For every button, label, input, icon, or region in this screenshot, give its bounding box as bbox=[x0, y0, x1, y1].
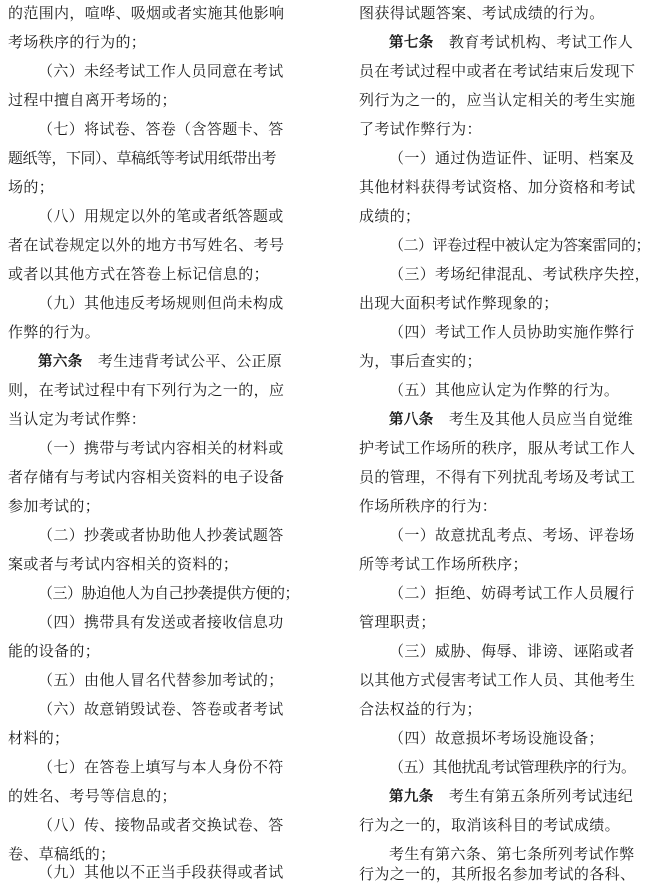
text-line: （一）通过伪造证件、证明、档案及 bbox=[389, 149, 635, 167]
text-line: （一）携带与考试内容相关的材料或 bbox=[38, 439, 284, 457]
text-line: 图获得试题答案、考试成绩的行为。 bbox=[359, 4, 605, 22]
article-title-6: 第六条 bbox=[38, 354, 83, 370]
text-line: （二）抄袭或者协助他人抄袭试题答 bbox=[38, 526, 284, 544]
text-line: 考场秩序的行为的； bbox=[8, 33, 147, 51]
text-line: 材料的； bbox=[8, 729, 70, 747]
text-line: 的范围内，喧哗、吸烟或者实施其他影响 bbox=[8, 4, 285, 22]
text-line: 所等考试工作场所秩序； bbox=[359, 555, 528, 573]
article-title-9: 第九条 bbox=[389, 789, 434, 805]
text-line: 行为之一的，其所报名参加考试的各科、 bbox=[359, 865, 636, 883]
text-line: 合法权益的行为； bbox=[359, 700, 482, 718]
text-line: （五）其他扰乱考试管理秩序的行为。 bbox=[389, 758, 636, 776]
text-line: （三）胁迫他人为自己抄袭提供方便的； bbox=[38, 584, 300, 602]
text-line: （五）由他人冒名代替参加考试的； bbox=[38, 671, 284, 689]
text-line: （四）故意损坏考场设施设备； bbox=[389, 729, 604, 747]
text-line: 员的管理，不得有下列扰乱考场及考试工 bbox=[359, 468, 636, 486]
text-line: 题纸等，下同）、草稿纸等考试用纸带出考 bbox=[8, 149, 277, 167]
text-line: （四）考试工作人员协助实施作弊行 bbox=[389, 323, 635, 341]
text-line: 能的设备的； bbox=[8, 642, 101, 660]
text-line: （二）评卷过程中被认定为答案雷同的； bbox=[389, 236, 651, 254]
article-heading-line bbox=[359, 30, 655, 54]
article-title-8: 第八条 bbox=[389, 412, 434, 428]
article-text: 考生违背考试公平、公正原 bbox=[82, 352, 283, 370]
text-line: （六）故意销毁试卷、答卷或者考试 bbox=[38, 700, 284, 718]
text-line: 成绩的； bbox=[359, 207, 421, 225]
text-line: 管理职责； bbox=[359, 613, 436, 631]
text-line: （二）拒绝、妨碍考试工作人员履行 bbox=[389, 584, 635, 602]
text-line: （九）其他违反考场规则但尚未构成 bbox=[38, 294, 284, 312]
text-line: 当认定为考试作弊： bbox=[8, 410, 147, 428]
text-line: 作弊的行为。 bbox=[8, 323, 101, 341]
text-line: （三）威胁、侮辱、诽谤、诬陷或者 bbox=[389, 642, 635, 660]
article-heading-line bbox=[359, 784, 655, 808]
text-line: 以其他方式侵害考试工作人员、其他考生 bbox=[359, 671, 636, 689]
text-line: 卷、草稿纸的； bbox=[8, 845, 116, 863]
text-line: （六）未经考试工作人员同意在考试 bbox=[38, 62, 284, 80]
text-line: 者存储有与考试内容相关资料的电子设备 bbox=[8, 468, 285, 486]
text-line: 考生有第六条、第七条所列考试作弊 bbox=[389, 845, 635, 863]
text-line: （八）传、接物品或者交换试卷、答 bbox=[38, 816, 284, 834]
text-line: （三）考场纪律混乱、考试秩序失控， bbox=[389, 265, 650, 283]
text-line: 参加考试的； bbox=[8, 497, 101, 515]
text-line: 过程中擅自离开考场的； bbox=[8, 91, 177, 109]
text-line: （一）故意扰乱考点、考场、评卷场 bbox=[389, 526, 635, 544]
text-line: （七）将试卷、答卷（含答题卡、答 bbox=[38, 120, 284, 138]
text-line: （四）携带具有发送或者接收信息功 bbox=[38, 613, 284, 631]
article-heading-line bbox=[8, 349, 304, 373]
article-title-7: 第七条 bbox=[389, 35, 434, 51]
article-heading-line bbox=[359, 407, 655, 431]
text-line: 案或者与考试内容相关的资料的； bbox=[8, 555, 239, 573]
text-line: 为，事后查实的； bbox=[359, 352, 482, 370]
text-line: 行为之一的，取消该科目的考试成绩。 bbox=[359, 816, 620, 834]
text-line: 则，在考试过程中有下列行为之一的，应 bbox=[8, 381, 285, 399]
text-line: 的姓名、考号等信息的； bbox=[8, 787, 177, 805]
text-line: 作场所秩序的行为： bbox=[359, 497, 498, 515]
text-line: 或者以其他方式在答卷上标记信息的； bbox=[8, 265, 269, 283]
text-line: （五）其他应认定为作弊的行为。 bbox=[389, 381, 620, 399]
article-text: 教育考试机构、考试工作人 bbox=[433, 33, 634, 51]
text-line: 护考试工作场所的秩序，服从考试工作人 bbox=[359, 439, 636, 457]
text-line: 了考试作弊行为： bbox=[359, 120, 482, 138]
text-line: 员在考试过程中或者在考试结束后发现下 bbox=[359, 62, 636, 80]
text-line: 出现大面积考试作弊现象的； bbox=[359, 294, 559, 312]
text-line: （七）在答卷上填写与本人身份不符 bbox=[38, 758, 284, 776]
article-text: 考生及其他人员应当自觉维 bbox=[433, 410, 634, 428]
text-line: 者在试卷规定以外的地方书写姓名、考号 bbox=[8, 236, 285, 254]
text-line: （九）其他以不正当手段获得或者试 bbox=[38, 863, 284, 881]
text-line: 列行为之一的，应当认定相关的考生实施 bbox=[359, 91, 636, 109]
article-text: 考生有第五条所列考试违纪 bbox=[433, 787, 634, 805]
text-line: 其他材料获得考试资格、加分资格和考试 bbox=[359, 178, 636, 196]
text-line: 场的； bbox=[8, 178, 55, 196]
text-line: （八）用规定以外的笔或者纸答题或 bbox=[38, 207, 284, 225]
